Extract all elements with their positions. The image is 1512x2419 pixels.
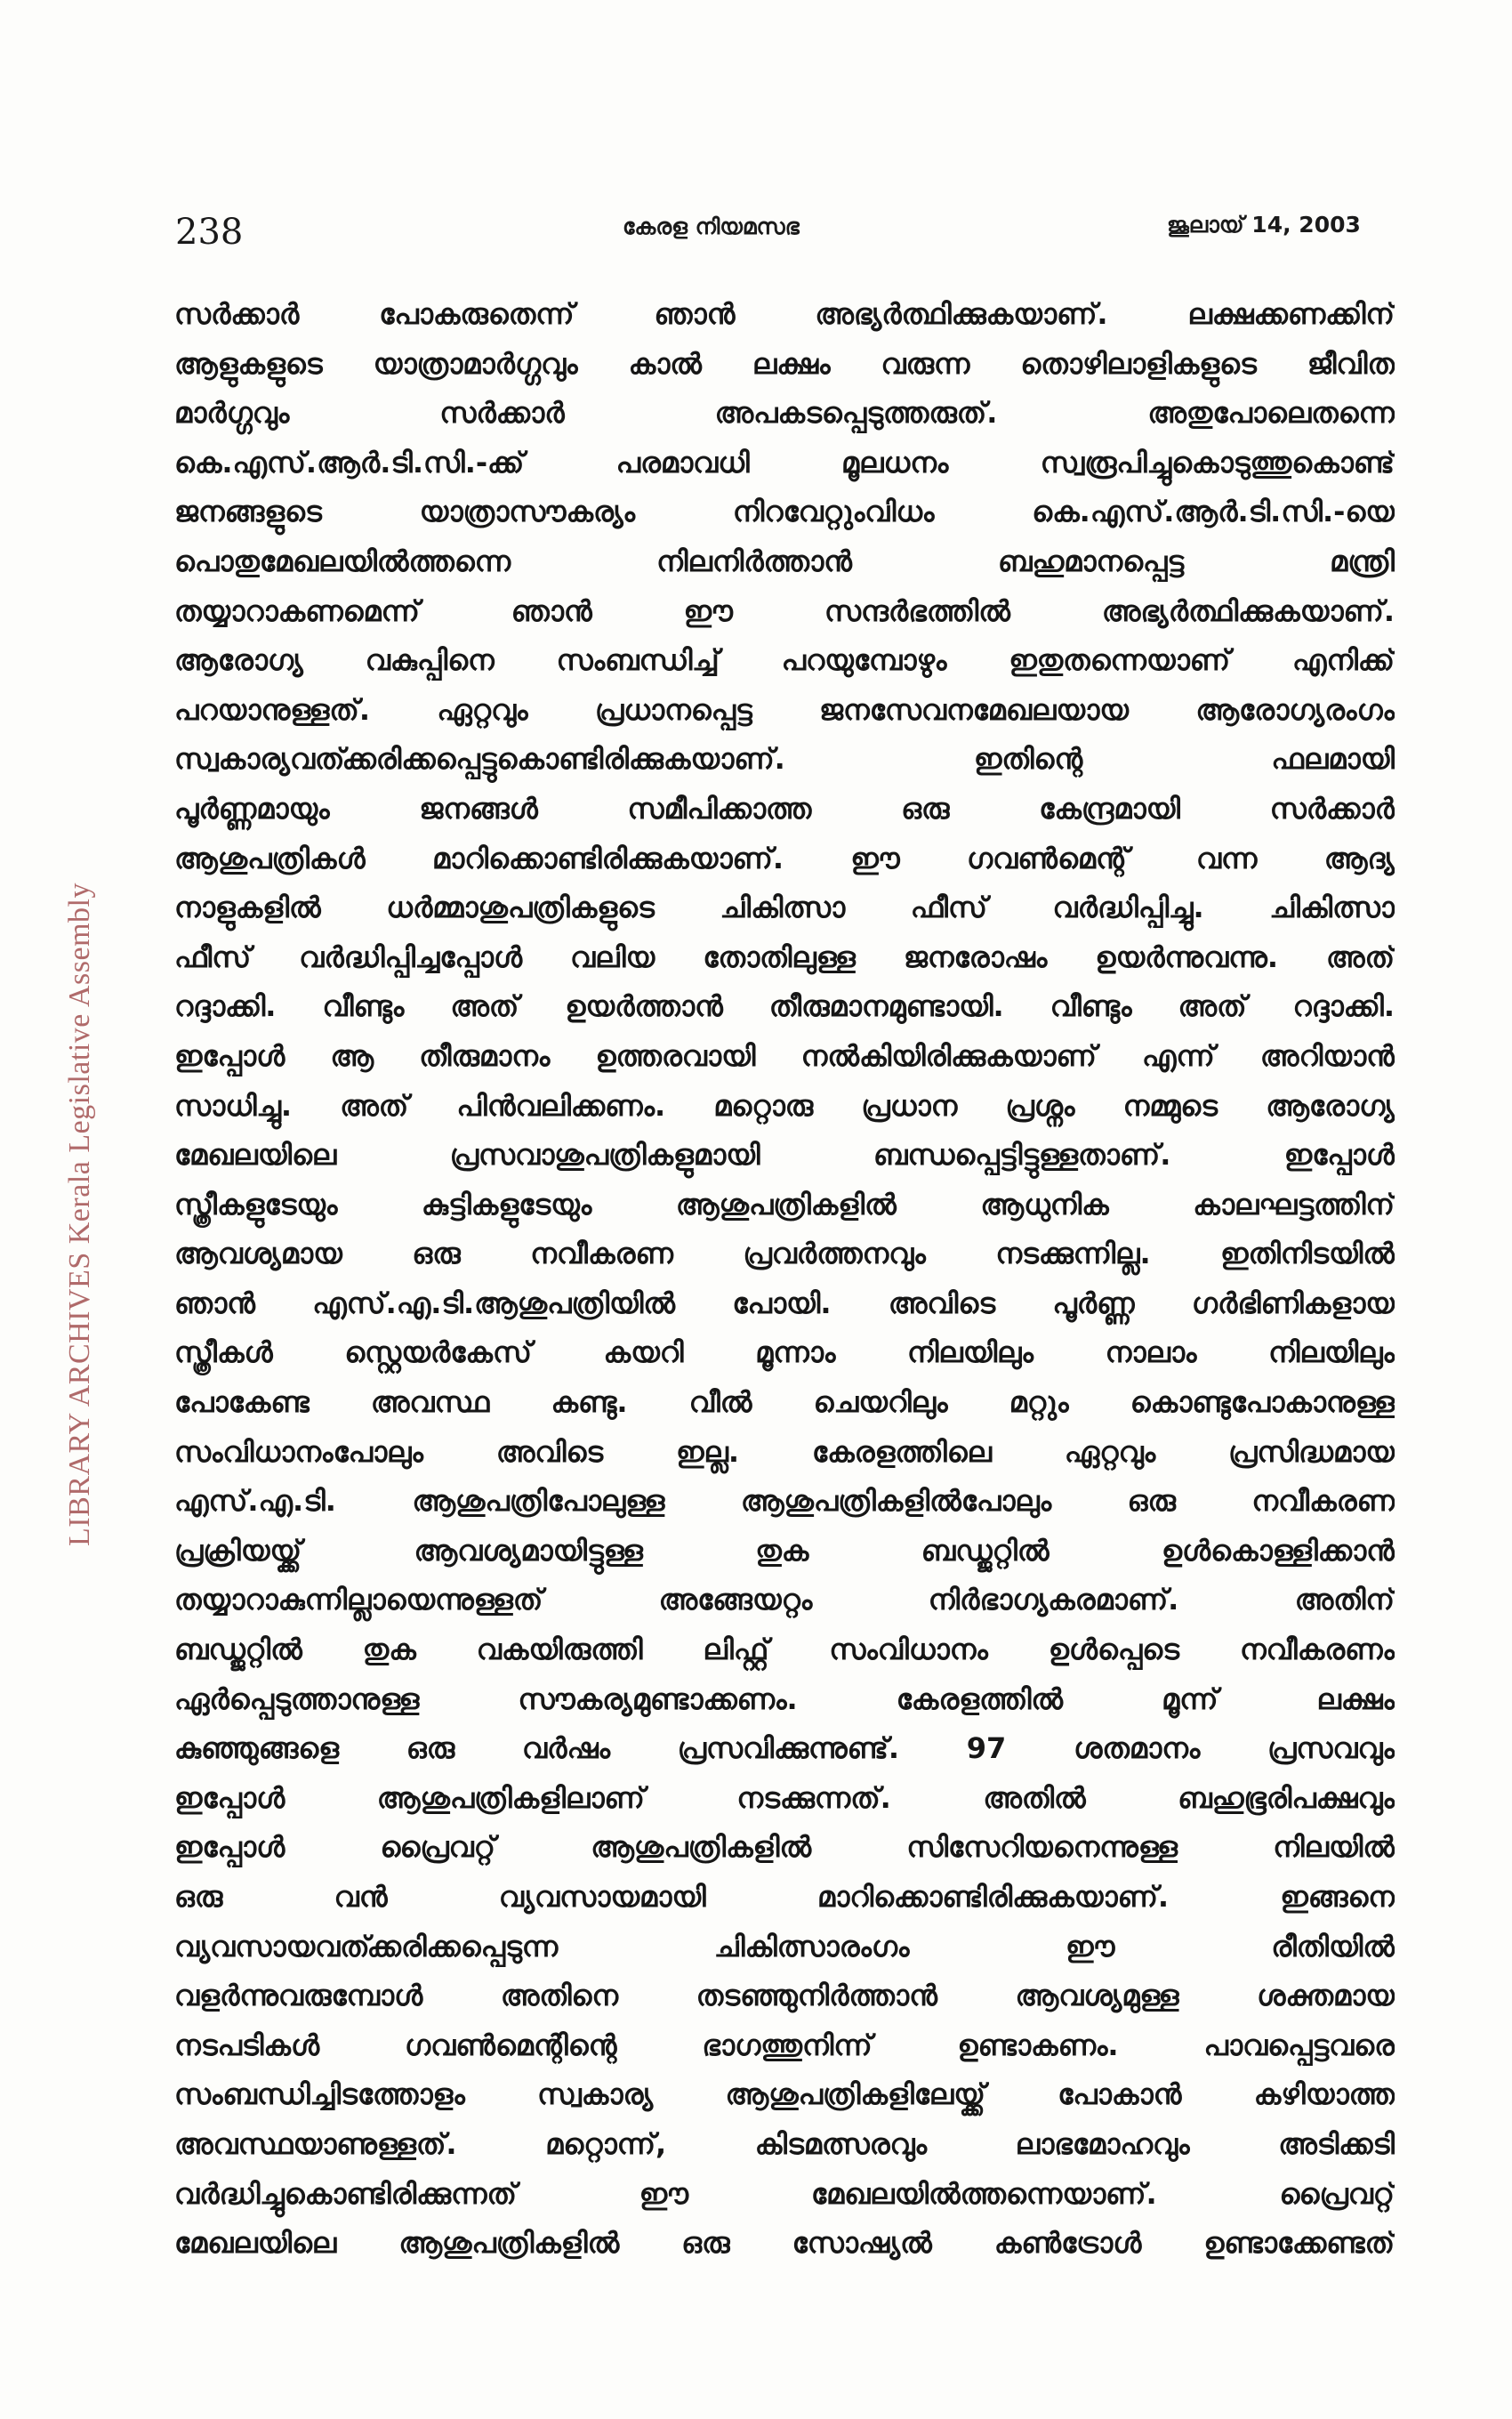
text-line: നാളുകളിൽ ധർമ്മാശുപത്രികളുടെ ചികിത്സാ ഫീസ് വർദ്ധിപ്പിച്ചു. ചികിത്സാ: [174, 891, 1395, 925]
text-line: എസ്.എ.ടി. ആശുപത്രിപോലുള്ള ആശുപത്രികളിൽപോലും ഒരു നവീകരണ: [174, 1484, 1395, 1519]
text-line: വർദ്ധിച്ചുകൊണ്ടിരിക്കുന്നത് ഈ മേഖലയിൽത്തന്നെയാണ്. പ്രൈവറ്റ്: [174, 2176, 1395, 2211]
text-line: ബഡ്ജറ്റിൽ തുക വകയിരുത്തി ലിഫ്റ്റ് സംവിധാനം ഉൾപ്പെടെ നവീകരണം: [174, 1633, 1395, 1667]
text-line: പോകേണ്ട അവസ്ഥ കണ്ടു. വീൽ ചെയറിലും മറ്റും കൊണ്ടുപോകാനുള്ള: [174, 1385, 1395, 1420]
text-line: ഞാൻ എസ്.എ.ടി.ആശുപത്രിയിൽ പോയി. അവിടെ പൂർണ്ണ ഗർഭിണികളായ: [174, 1286, 1395, 1320]
text-line: സംവിധാനംപോലും അവിടെ ഇല്ല. കേരളത്തിലെ ഏറ്റവും പ്രസിദ്ധമായ: [174, 1434, 1395, 1469]
text-line: സാധിച്ചു. അത് പിൻവലിക്കണം. മറ്റൊരു പ്രധാന പ്രശ്നം നമ്മുടെ ആരോഗ്യ: [174, 1088, 1395, 1123]
text-line: ഏർപ്പെടുത്താനുള്ള സൗകര്യമുണ്ടാക്കണം. കേരളത്തിൽ മൂന്ന് ലക്ഷം: [174, 1681, 1395, 1716]
watermark-text: LIBRARY ARCHIVES Kerala Legislative Assembly: [63, 882, 96, 1547]
text-line: സ്വകാര്യവത്ക്കരിക്കപ്പെട്ടുകൊണ്ടിരിക്കുകയാണ്. ഇതിന്റെ ഫലമായി: [174, 742, 1395, 777]
text-line: സംബന്ധിച്ചിടത്തോളം സ്വകാര്യ ആശുപത്രികളിലേയ്ക്ക് പോകാൻ കഴിയാത്ത: [174, 2077, 1395, 2112]
text-line: ജനങ്ങളുടെ യാത്രാസൗകര്യം നിറവേറ്റുംവിധം കെ.എസ്.ആർ.ടി.സി.-യെ: [174, 495, 1395, 529]
text-line: കുഞ്ഞുങ്ങളെ ഒരു വർഷം പ്രസവിക്കുന്നുണ്ട്. 97 ശതമാനം പ്രസവവും: [174, 1731, 1395, 1766]
text-line: വളർന്നുവരുമ്പോൾ അതിനെ തടഞ്ഞുനിർത്താൻ ആവശ്യമുള്ള ശക്തമായ: [174, 1979, 1395, 2013]
running-head: കേരള നിയമസഭ: [623, 214, 800, 239]
text-line: ആവശ്യമായ ഒരു നവീകരണ പ്രവർത്തനവും നടക്കുന്നില്ല. ഇതിനിടയിൽ: [174, 1237, 1395, 1271]
text-line: ഇപ്പോൾ ആശുപത്രികളിലാണ് നടക്കുന്നത്. അതിൽ ബഹുഭൂരിപക്ഷവും: [174, 1780, 1395, 1815]
page-date: ജൂലായ് 14, 2003: [1167, 212, 1361, 238]
text-line: ഇപ്പോൾ പ്രൈവറ്റ് ആശുപത്രികളിൽ സിസേറിയനെന്നുള്ള നിലയിൽ: [174, 1830, 1395, 1865]
text-line: സ്ത്രീകൾ സ്റ്റെയർകേസ് കയറി മൂന്നാം നിലയിലും നാലാം നിലയിലും: [174, 1335, 1395, 1370]
page-number: 238: [175, 212, 244, 253]
text-line: മേഖലയിലെ ആശുപത്രികളിൽ ഒരു സോഷ്യൽ കൺട്രോൾ ഉണ്ടാക്കേണ്ടത്: [174, 2226, 1395, 2261]
text-line: പറയാനുള്ളത്. ഏറ്റവും പ്രധാനപ്പെട്ട ജനസേവനമേഖലയായ ആരോഗ്യരംഗം: [174, 692, 1395, 727]
text-line: മാർഗ്ഗവും സർക്കാർ അപകടപ്പെടുത്തരുത്. അതുപോലെതന്നെ: [174, 396, 1395, 431]
text-line: ആളുകളുടെ യാത്രാമാർഗ്ഗവും കാൽ ലക്ഷം വരുന്ന തൊഴിലാളികളുടെ ജീവിത: [174, 346, 1395, 381]
text-line: കെ.എസ്.ആർ.ടി.സി.-ക്ക് പരമാവധി മൂലധനം സ്വരൂപിച്ചുകൊടുത്തുകൊണ്ട്: [174, 445, 1395, 480]
text-line: മേഖലയിലെ പ്രസവാശുപത്രികളുമായി ബന്ധപ്പെട്ടിട്ടുള്ളതാണ്. ഇപ്പോൾ: [174, 1138, 1395, 1173]
text-line: തയ്യാറാകുന്നില്ലായെന്നുള്ളത് അങ്ങേയറ്റം നിർഭാഗ്യകരമാണ്. അതിന്: [174, 1583, 1395, 1617]
text-line: ഒരു വൻ വ്യവസായമായി മാറിക്കൊണ്ടിരിക്കുകയാണ്. ഇങ്ങനെ: [174, 1880, 1395, 1914]
text-line: സ്ത്രീകളുടേയും കുട്ടികളുടേയും ആശുപത്രികളിൽ ആധുനിക കാലഘട്ടത്തിന്: [174, 1187, 1395, 1222]
text-line: അവസ്ഥയാണുള്ളത്. മറ്റൊന്ന്, കിടമത്സരവും ലാഭമോഹവും അടിക്കടി: [174, 2126, 1395, 2161]
text-line: വ്യവസായവത്ക്കരിക്കപ്പെടുന്ന ചികിത്സാരംഗം ഈ രീതിയിൽ: [174, 1929, 1395, 1963]
text-line: പ്രക്രിയയ്ക്ക് ആവശ്യമായിട്ടുള്ള തുക ബഡ്ജറ്റിൽ ഉൾകൊള്ളിക്കാൻ: [174, 1533, 1395, 1568]
text-line: റദ്ദാക്കി. വീണ്ടും അത് ഉയർത്താൻ തീരുമാനമുണ്ടായി. വീണ്ടും അത് റദ്ദാക്കി.: [174, 989, 1395, 1024]
text-line: പൊതുമേഖലയിൽത്തന്നെ നിലനിർത്താൻ ബഹുമാനപ്പെട്ട മന്ത്രി: [174, 544, 1395, 578]
text-line: സർക്കാർ പോകരുതെന്ന് ഞാൻ അഭ്യർത്ഥിക്കുകയാണ്. ലക്ഷക്കണക്കിന്: [174, 297, 1395, 331]
text-line: ഫീസ് വർദ്ധിപ്പിച്ചപ്പോൾ വലിയ തോതിലുള്ള ജനരോഷം ഉയർന്നുവന്നു. അത്: [174, 939, 1395, 974]
text-line: നടപടികൾ ഗവൺമെന്റിന്റെ ഭാഗത്തുനിന്ന് ഉണ്ടാകണം. പാവപ്പെട്ടവരെ: [174, 2028, 1395, 2062]
text-line: തയ്യാറാകണമെന്ന് ഞാൻ ഈ സന്ദർഭത്തിൽ അഭ്യർത്ഥിക്കുകയാണ്.: [174, 593, 1395, 628]
body-text: [174, 290, 1395, 2269]
text-line: ഇപ്പോൾ ആ തീരുമാനം ഉത്തരവായി നൽകിയിരിക്കുകയാണ് എന്ന് അറിയാൻ: [174, 1038, 1395, 1073]
text-line: ആശുപത്രികൾ മാറിക്കൊണ്ടിരിക്കുകയാണ്. ഈ ഗവൺമെന്റ് വന്ന ആദ്യ: [174, 841, 1395, 875]
text-line: പൂർണ്ണമായും ജനങ്ങൾ സമീപിക്കാത്ത ഒരു കേന്ദ്രമായി സർക്കാർ: [174, 791, 1395, 826]
text-line: ആരോഗ്യ വകുപ്പിനെ സംബന്ധിച്ച് പറയുമ്പോഴും ഇതുതന്നെയാണ് എനിക്ക്: [174, 643, 1395, 678]
